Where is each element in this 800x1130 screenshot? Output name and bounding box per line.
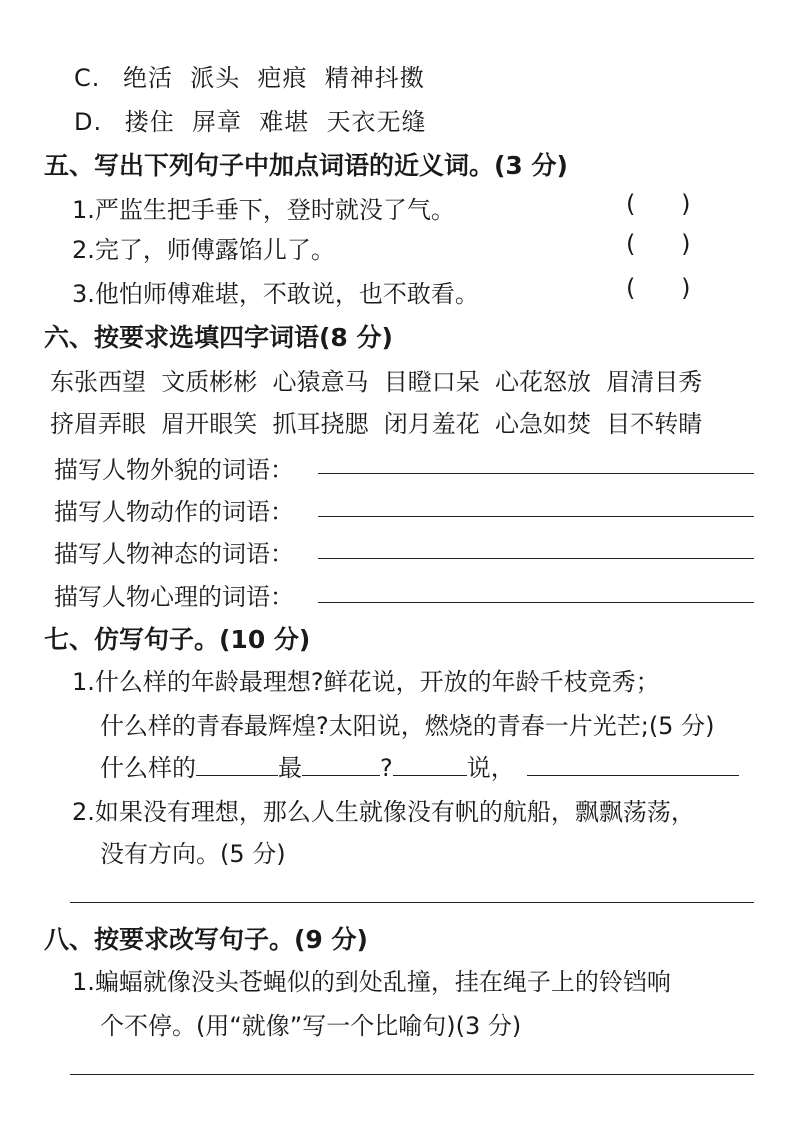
category-appearance: 描写人物外貌的词语：	[54, 456, 294, 484]
section-7-q1-line2: 什么样的青春最辉煌?太阳说，燃烧的青春一片光芒;(5 分)	[100, 712, 715, 740]
option-text: 搂住 屏章 难堪 天衣无缝	[124, 108, 427, 136]
answer-line-expression[interactable]	[318, 558, 754, 559]
section-5-title: 五、写出下列句子中加点词语的近义词。(3 分)	[44, 151, 568, 180]
blank-1[interactable]	[196, 753, 278, 776]
section-8-q1-line1: 1.蝙蝠就像没头苍蝇似的到处乱撞，挂在绳子上的铃铛响	[72, 968, 671, 996]
section-8-title: 八、按要求改写句子。(9 分)	[44, 925, 368, 954]
section-7-q2-line2: 没有方向。(5 分)	[100, 840, 286, 868]
answer-line-action[interactable]	[318, 516, 754, 517]
blank-4[interactable]	[527, 753, 739, 776]
section-7-q2-line1: 2.如果没有理想，那么人生就像没有帆的航船，飘飘荡荡，	[72, 798, 695, 826]
section-7-q1-line1: 1.什么样的年龄最理想?鲜花说，开放的年龄千枝竞秀；	[72, 668, 660, 696]
answer-line-appearance[interactable]	[318, 473, 754, 474]
word-bank-row-2: 挤眉弄眼 眉开眼笑 抓耳挠腮 闭月羞花 心急如焚 目不转睛	[50, 410, 703, 438]
section-5-item-2: 2.完了，师傅露馅儿了。	[72, 236, 335, 264]
answer-line-psychology[interactable]	[318, 602, 754, 603]
option-d	[74, 102, 427, 137]
category-expression: 描写人物神态的词语：	[54, 540, 294, 568]
section-6-title: 六、按要求选填四字词语(8 分)	[44, 323, 393, 352]
section-7-q1-template	[100, 748, 739, 783]
category-psychology: 描写人物心理的词语：	[54, 583, 294, 611]
template-part-b: 最	[278, 754, 302, 782]
section-8-q1-line2: 个不停。(用“就像”写一个比喻句)(3 分)	[100, 1012, 522, 1040]
section-5-item-3: 3.他怕师傅难堪，不敢说，也不敢看。	[72, 280, 479, 308]
answer-bracket-1[interactable]: ( )	[626, 190, 691, 218]
template-part-a: 什么样的	[100, 754, 196, 782]
category-action: 描写人物动作的词语：	[54, 498, 294, 526]
answer-bracket-3[interactable]: ( )	[626, 274, 691, 302]
option-c	[74, 58, 425, 93]
option-letter: D.	[74, 108, 103, 136]
answer-line-section-8[interactable]	[70, 1074, 754, 1075]
section-7-title: 七、仿写句子。(10 分)	[44, 625, 311, 654]
blank-2[interactable]	[302, 753, 380, 776]
answer-line-q2[interactable]	[70, 902, 754, 903]
template-part-c: ?	[380, 754, 393, 782]
template-part-d: 说，	[466, 754, 515, 782]
blank-3[interactable]	[393, 753, 467, 776]
section-5-item-1: 1.严监生把手垂下，登时就没了气。	[72, 196, 455, 224]
option-text: 绝活 派头 疤痕 精神抖擞	[123, 64, 425, 92]
option-letter: C.	[74, 64, 101, 92]
answer-bracket-2[interactable]: ( )	[626, 230, 691, 258]
word-bank-row-1: 东张西望 文质彬彬 心猿意马 目瞪口呆 心花怒放 眉清目秀	[50, 368, 703, 396]
